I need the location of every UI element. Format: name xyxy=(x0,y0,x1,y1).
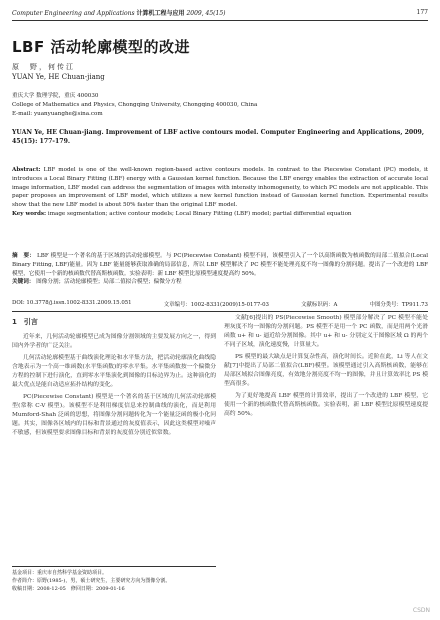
body-paragraph: 为了更好地提高 LBF 模型的计算效率，提出了一个改进的 LBF 模型，它使用一个新的核函数代替高斯核函数。实验表明，新 LBF 模型比原模型速度提高约 50%。 xyxy=(224,393,428,417)
body-paragraph: 近年来，几何活动轮廓模型已成为图像分割领域的主要发展方向之一，得到国内外学者的广泛关注。 xyxy=(12,334,216,349)
authors-en: YUAN Ye, HE Chuan-jiang xyxy=(12,73,105,81)
abstract-en-label: Abstract: xyxy=(12,167,41,173)
body-paragraph: 文献[6]提出的 PS(Piecewise Smooth) 模型部分解决了 PC 模型不能处理灰度不均一图像的分割问题。PS 模型不是用一个 PC 函数，而是用两个光滑函数 u+ 和 u- 逼近给分割图像。其中 u+ 和 u- 分别定义于图像区域 Ω 的两个不同子区域，演化速度慢，计算量大。 xyxy=(224,315,428,348)
issue-info: 2009, 45(15) xyxy=(186,9,226,17)
article-meta xyxy=(12,300,428,312)
paper-title: LBF 活动轮廓模型的改进 xyxy=(12,38,190,56)
keywords-en: image segmentation; active contour models; Local Binary Fitting (LBF) model; partial differential equation xyxy=(47,210,352,217)
abstract-en xyxy=(12,166,428,219)
citation: YUAN Ye, HE Chuan-jiang. Improvement of LBF active contours model. Computer Engineering and Applications, 2009, 45(15): 177-179. xyxy=(12,129,425,145)
journal-name-cn: 计算机工程与应用 xyxy=(136,9,185,17)
keywords-cn: 图像分割；活动轮廓模型；局部二值拟合模型；偏微分方程 xyxy=(36,279,182,286)
body-paragraph: PC(Piecewise Constant) 模型是一个著名的基于区域的几何活动轮廓模型(常称 C-V 模型)。该模型不是利用梯度信息来控制曲线的演化，而是利用 Mumford-Shah 泛函的思想，将图像分割问题转化为一个能量泛函的极小化问题。其实，图像各区域内的目标和背景通过的灰度值表示，因此这类模型对噪声不敏感，但该模型要求图像目标和背景的灰度值分别近似常数。 xyxy=(12,394,216,436)
authors-cn: 原 野，何传江 xyxy=(12,63,75,71)
keywords-cn-label: 关键词： xyxy=(12,279,35,286)
watermark: CSDN xyxy=(412,607,430,614)
fund-note: 基金项目：重庆市自然科学基金资助项目。 xyxy=(12,570,108,576)
article-number: 文章编号：1002-8331(2009)15-0177-03 xyxy=(163,302,269,308)
abstract-en-text: LBF model is one of the well-known region-based active contours models. In contrast to the Piecewise Constant (PC) models, it introduces a Local Binary Fitting (LBF) energy with a Gaussian kernel function. Because the LBF energy enables the extraction of accurate local image information, LBF model can address the segmentation of images with intensity inhomogeneity, to which PC models are not applicable. This paper proposes an improvement of LBF model, which utilizes a new kernel function instead of Gaussian kernel function. Experimental results show that the new LBF model is about 50% faster than the original LBF model. xyxy=(12,167,428,209)
footnote xyxy=(12,566,216,593)
journal-name-en: Computer Engineering and Applications xyxy=(12,9,135,17)
body-paragraph: PS 模型的最大缺点是计算复杂性高，演化时间长。近阶在此，Li 等人在文献[7]中提出了局部二值拟合(LBF)模型。该模型通过引入高斯核函数，能够在局部区域拟合图像亮度，有效地分割亮度不均一的图像，并且计算效率比 PS 模型高很多。 xyxy=(224,354,428,387)
section-heading-introduction: 1 引言 xyxy=(12,318,38,326)
clc-number: 中图分类号：TP911.73 xyxy=(369,302,428,308)
affiliation xyxy=(12,92,257,119)
running-header xyxy=(12,6,428,21)
journal-name xyxy=(12,8,225,17)
abstract-cn xyxy=(12,252,428,287)
author-bio: 作者简介：原野(1985-)，男，硕士研究生，主要研究方向为图像分割。 xyxy=(12,578,171,584)
page-number: 177 xyxy=(416,8,428,16)
body-paragraph: 几何活动轮廓模型基于曲线演化理论和水平集方法，把活动轮廓演化曲线隐含地表示为一个高一维函数(水平集函数)的零水平集。水平集函数按一个偏微分方程的控制下进行演化，直到零水平集演化到图像的目标边界为止。这种演化的最大优点是能自动适应拓扑结构的变化。 xyxy=(12,355,216,388)
document-code: 文献标识码：A xyxy=(301,302,338,308)
abstract-cn-label: 摘 要： xyxy=(12,253,36,259)
body-column-left xyxy=(12,314,216,441)
affiliation-cn: 重庆大学 数理学院，重庆 400030 xyxy=(12,93,99,99)
abstract-cn-text: LBF 模型是一个著名的基于区域的活动轮廓模型。与 PC(Piecewise Constant) 模型不同，该模型引入了一个以高斯函数为核函数的局部二值拟合(Local Binary Fitting, LBF)能量。因为 LBF 能量能够获取准确的局部信息，所以 LBF 模型解决了 PC 模型不能处理亮度不均一图像的分割问题。提出了一个改进的 LBF 模型，它使用一个新的核函数代替高斯核函数。实验表明：新 LBF 模型比原模型速度提高约 50%。 xyxy=(12,253,428,277)
author-email: E-mail: yuanyuanghe@sina.com xyxy=(12,111,103,117)
received-dates: 收稿日期：2008-12-05 修回日期：2009-01-16 xyxy=(12,586,125,592)
affiliation-en: College of Mathematics and Physics, Chongqing University, Chongqing 400030, China xyxy=(12,102,258,108)
doi: DOI: 10.3778/j.issn.1002-8331.2009.15.051 xyxy=(12,300,132,306)
keywords-en-label: Key words: xyxy=(12,210,47,217)
body-column-right xyxy=(224,314,428,422)
